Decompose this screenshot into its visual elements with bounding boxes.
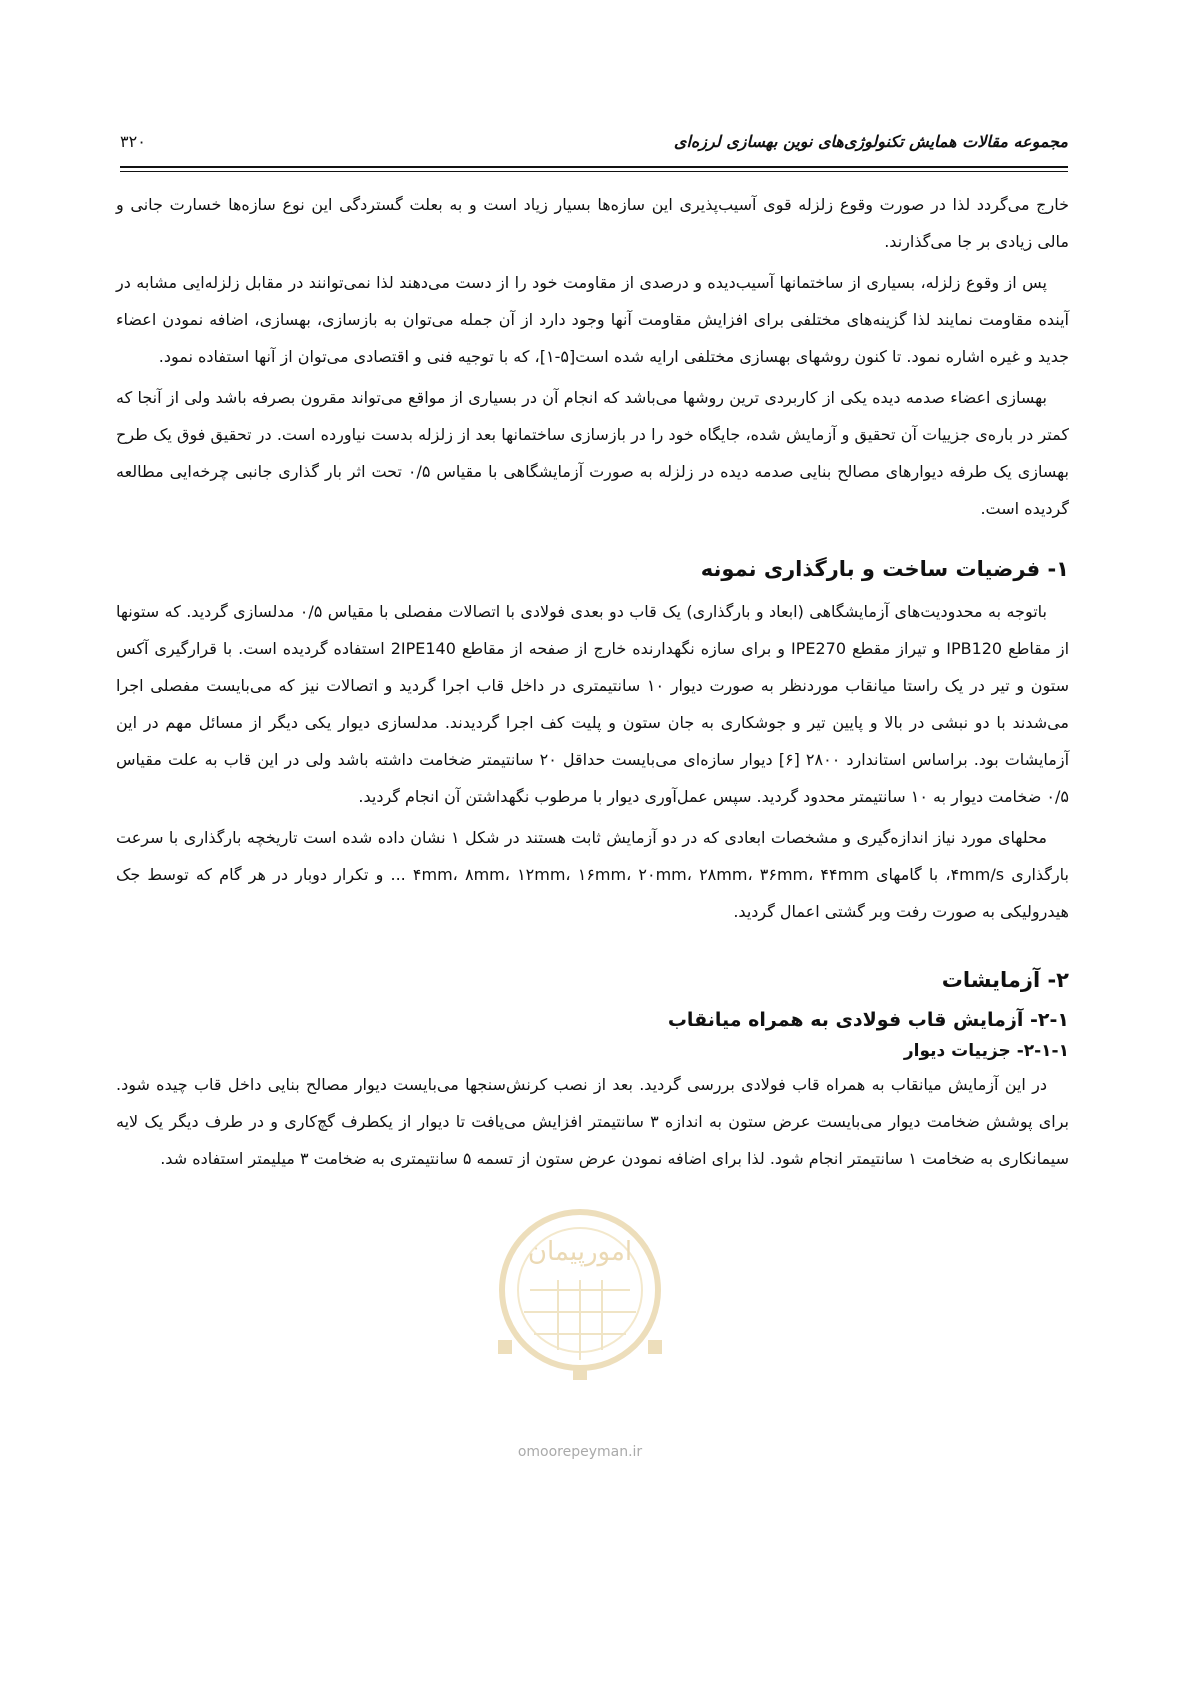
paragraph-wall-details: در این آزمایش میانقاب به همراه قاب فولادی بررسی گردید. بعد از نصب کرنش‌سنجها می‌بایست دیوار مصالح بنایی داخل قاب چیده شود. برای پوشش ضخامت دیوار می‌بایست عرض ستون به اندازه ۳ سانتیمتر افزایش می‌یافت تا دیوار از یکطرف گچ‌کاری و در طرف دیگر یک لایه سیمانکاری به ضخامت ۱ سانتیمتر انجام شود. لذا برای اضافه نمودن عرض ستون از تسمه ۵ سانتیمتری به ضخامت ۳ میلیمتر استفاده شد. <box>116 1075 1070 1168</box>
header-rule-thin <box>120 171 1068 172</box>
subsection-heading-2-1: ۲-۱- آزمایش قاب فولادی به همراه میانقاب <box>667 1009 1069 1031</box>
paragraph-intro-continued: خارج می‌گردد لذا در صورت وقوع زلزله قوی آسیب‌پذیری این سازه‌ها بسیار زیاد است و به بعلت گستردگی این نوع سازه‌ها خسارت جانی و مالی زیادی بر جا می‌گذارند. <box>116 195 1069 251</box>
running-header <box>120 130 1068 166</box>
paragraph-loading-history: محلهای مورد نیاز اندازه‌گیری و مشخصات ابعادی که در دو آزمایش ثابت هستند در شکل ۱ نشان داده شده است تاریخچه بارگذاری با سرعت بارگذاری ۴mm/s، با گامهای ۴mm، ۸mm، ۱۲mm، ۱۶mm، ۲۰mm، ۲۸mm، ۳۶mm، ۴۴mm ... و تکرار دوبار در هر گام که توسط جک هیدرولیکی به صورت رفت وبر گشتی اعمال گردید. <box>116 828 1069 921</box>
paragraph-research-scope: بهسازی اعضاء صدمه دیده یکی از کاربردی ترین روشها می‌باشد که انجام آن در بسیاری از مواقع می‌تواند مقرون بصرفه باشد ولی از آنجا که کمتر در باره‌ی جزییات آن تحقیق و آزمایش شده، جایگاه خود را در بازسازی ساختمانها بعد از زلزله بدست نیاورده است. در تحقیق فوق یک طرح بهسازی یک طرفه دیوارهای مصالح بنایی صدمه دیده در زلزله به صورت آزمایشگاهی با مقیاس ۰/۵ تحت اثر بار گذاری جانبی چرخه‌ایی مطالعه گردیده است. <box>116 388 1069 518</box>
paragraph-retrofit-options: پس از وقوع زلزله، بسیاری از ساختمانها آسیب‌دیده و درصدی از مقاومت خود را از دست می‌دهند لذا نمی‌توانند در مقابل زلزله‌ایی مشابه در آینده مقاومت نمایند لذا گزینه‌های مختلفی برای افزایش مقاومت آنها وجود دارد از آن جمله می‌توان به بازسازی، بهسازی، اضافه نمودن اعضاء جدید و غیره اشاره نمود. تا کنون روشهای بهسازی مختلفی ارایه شده است[۵-۱]، که با توجیه فنی و اقتصادی می‌توان از آنها استفاده نمود. <box>116 273 1069 366</box>
journal-title: مجموعه مقالات همایش تکنولوژی‌های نوین بهسازی لرزه‌ای <box>673 132 1068 151</box>
watermark-logo-text: امورپیمان <box>527 1237 633 1267</box>
watermark-logo <box>478 1190 682 1440</box>
article-body <box>116 186 1069 1181</box>
brick-grid-icon <box>524 1280 636 1360</box>
section-heading-2: ۲- آزمایشات <box>941 968 1069 992</box>
paragraph-model-assumptions: باتوجه به محدودیت‌های آزمایشگاهی (ابعاد و بارگذاری) یک قاب دو بعدی فولادی با اتصالات مفصلی با مقیاس ۰/۵ مدلسازی گردید. که ستونها از مقاطع IPB120 و تیراز مقطع IPE270 و برای سازه نگهدارنده خارج از صفحه از مقاطع 2IPE140 استفاده گردیده است. با قرارگیری آکس ستون و تیر در یک راستا میانقاب موردنظر به صورت دیوار ۱۰ سانتیمتری در داخل قاب اجرا گردید و اتصالات نیز که می‌بایست مفصلی اجرا می‌شدند با دو نبشی در بالا و پایین تیر و جوشکاری به جان ستون و پلیت کف اجرا گردیدند. مدلسازی دیوار یکی دیگر از مسائل مهم در این آزمایشات بود. براساس استاندارد ۲۸۰۰ [۶] دیوار سازه‌ای می‌بایست حداقل ۲۰ سانتیمتر ضخامت داشته باشد ولی در این قاب به علت مقیاس ۰/۵ ضخامت دیوار به ۱۰ سانتیمتر محدود گردید. سپس عمل‌آوری دیوار با مرطوب نگهداشتن آن انجام گردید. <box>116 602 1070 806</box>
watermark-site: omoorepeyman.ir <box>517 1444 643 1460</box>
section-heading-1: ۱- فرضیات ساخت و بارگذاری نمونه <box>700 557 1069 581</box>
header-rule <box>120 166 1068 168</box>
page-number: ۳۲۰ <box>120 132 146 151</box>
subsubsection-heading-2-1-1: ۲-۱-۱- جزییات دیوار <box>903 1041 1069 1061</box>
